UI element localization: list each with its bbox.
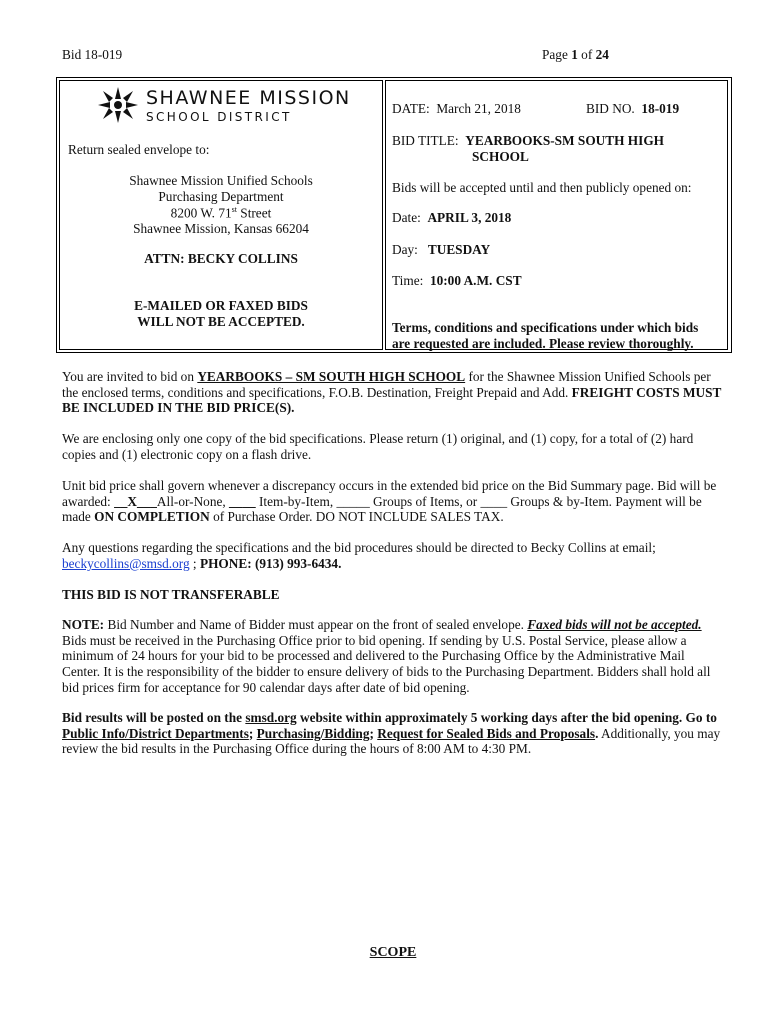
- text: Additionally, you may review the bid results in the Purchasing Office during the hours of 8:00 AM to 4:30 PM.: [62, 725, 721, 757]
- text: of Purchase Order. DO NOT INCLUDE SALES TAX.: [209, 509, 504, 525]
- issue-date: [392, 101, 521, 117]
- text: You are invited to bid on: [62, 369, 198, 384]
- return-label: Return sealed envelope to:: [68, 142, 210, 157]
- opening-day-label: Day:: [392, 242, 418, 257]
- opening-time-value: 10:00 A.M. CST: [429, 273, 522, 288]
- text: .: [595, 725, 599, 741]
- bid-title-label: BID TITLE:: [392, 133, 459, 148]
- bid-subject: YEARBOOKS – SM SOUTH HIGH SCHOOL: [197, 369, 466, 384]
- terms-notice-line-2: are requested are included. Please review thoroughly.: [392, 336, 694, 351]
- text: All-or-None,: [156, 493, 230, 509]
- issue-date-value: March 21, 2018: [436, 101, 521, 116]
- award-selection: __X___: [114, 493, 157, 509]
- opening-day: [392, 242, 490, 258]
- opening-date: [392, 210, 511, 226]
- bid-number: [586, 101, 679, 117]
- contact-paragraph: [62, 540, 722, 571]
- opening-time: [392, 273, 522, 289]
- text: website within approximately 5 working days after the bid opening. Go to: [296, 710, 717, 725]
- results-paragraph: [62, 710, 722, 757]
- note-label: NOTE:: [62, 617, 105, 632]
- copies-paragraph: We are enclosing only one copy of the bid specifications. Please return (1) original, and (1) copy, for a total of (2) hard copies and (1) electronic copy on a flash drive.: [62, 431, 694, 462]
- address-line-3: 8200 W. 71st Street: [170, 205, 272, 221]
- page-of: of: [581, 47, 593, 62]
- text: ;: [369, 725, 378, 741]
- contact-email-link[interactable]: beckycollins@smsd.org: [62, 555, 190, 571]
- no-email-notice: [60, 298, 382, 330]
- note-paragraph: [62, 617, 722, 696]
- bid-number-label: BID NO.: [586, 101, 635, 116]
- text: ;: [189, 555, 200, 571]
- site-link[interactable]: smsd.org: [245, 710, 297, 725]
- attention-line: ATTN: BECKY COLLINS: [144, 251, 298, 266]
- page-indicator: [542, 47, 609, 63]
- opening-date-value: APRIL 3, 2018: [427, 210, 512, 225]
- opening-day-value: TUESDAY: [427, 242, 491, 257]
- star-burst-icon: [96, 85, 140, 125]
- district-logo: [96, 85, 356, 125]
- no-email-notice-line-1: E-MAILED OR FAXED BIDS: [134, 298, 308, 313]
- text: for the Shawnee Mission Unified Schools per the enclosed terms, conditions and specifications, F.O.B. Destination, Freight Prepaid and Add.: [62, 369, 711, 400]
- freight-notice: FREIGHT COSTS MUST BE INCLUDED IN THE BID PRICE(S).: [62, 384, 722, 416]
- contact-phone: PHONE: (913) 993-6434.: [199, 555, 342, 571]
- acceptance-text: Bids will be accepted until and then publicly opened on:: [392, 180, 692, 195]
- scope-heading: SCOPE: [369, 945, 417, 960]
- award-blank: ____: [229, 493, 256, 509]
- text: Item-by-Item, _____ Groups of Items, or ____ Groups & by-Item. Payment will be made: [62, 493, 702, 525]
- payment-term: ON COMPLETION: [94, 509, 210, 525]
- page-prefix: Page: [542, 47, 568, 62]
- opening-date-label: Date:: [392, 210, 421, 225]
- page-total: 24: [595, 47, 609, 62]
- invitation-paragraph: [62, 369, 722, 416]
- bid-title-value: YEARBOOKS-SM SOUTH HIGH: [465, 133, 665, 148]
- nav-link-public-info[interactable]: Public Info/District Departments: [62, 725, 249, 741]
- opening-time-label: Time:: [392, 273, 424, 288]
- text: Bids must be received in the Purchasing Office prior to bid opening. If sending by U.S. Postal Service, please allow a minimum of 24 hours for your bid to be processed and delivered to the Purchasing Office by the Administrative Mail Center. It is the responsibility of the bidder to ensure delivery of bids to the Purchasing Department. Bidders shall hold all bid prices firm for acceptance for 90 calendar days after date of bid opening.: [62, 632, 711, 695]
- bid-info-box: [56, 77, 732, 353]
- address-line-1: Shawnee Mission Unified Schools: [129, 173, 313, 188]
- bid-details-panel: [385, 80, 728, 350]
- text: Bid results will be posted on the: [62, 710, 246, 725]
- nav-link-purchasing[interactable]: Purchasing/Bidding: [256, 725, 370, 741]
- return-address-panel: [59, 80, 383, 350]
- address-line-2: Purchasing Department: [158, 189, 284, 204]
- logo-name: SHAWNEE MISSION: [146, 87, 351, 109]
- nav-link-sealed-bids[interactable]: Request for Sealed Bids and Proposals: [377, 725, 596, 741]
- bid-number-value: 18-019: [641, 101, 680, 116]
- faxed-warning: Faxed bids will not be accepted.: [527, 617, 702, 632]
- logo-subtitle: SCHOOL DISTRICT: [146, 110, 292, 124]
- text: ;: [248, 725, 257, 741]
- terms-notice: [392, 320, 722, 352]
- bid-title: [392, 133, 722, 149]
- not-transferable-notice: THIS BID IS NOT TRANSFERABLE: [62, 587, 280, 602]
- no-email-notice-line-2: WILL NOT BE ACCEPTED.: [137, 314, 305, 329]
- text: Bid Number and Name of Bidder must appear on the front of sealed envelope.: [104, 617, 528, 632]
- terms-notice-line-1: Terms, conditions and specifications under which bids: [392, 320, 699, 335]
- address-line-4: Shawnee Mission, Kansas 66204: [133, 221, 309, 236]
- bid-reference: Bid 18-019: [62, 47, 123, 62]
- bid-title-value-line-2: SCHOOL: [472, 149, 529, 164]
- text: Unit bid price shall govern whenever a discrepancy occurs in the extended bid price on the Bid Summary page. Bid will be awarded:: [62, 478, 717, 509]
- award-paragraph: [62, 478, 722, 525]
- page-current: 1: [571, 47, 578, 62]
- text: Any questions regarding the specifications and the bid procedures should be directed to Becky Collins at email;: [62, 540, 656, 555]
- issue-date-label: DATE:: [392, 101, 430, 116]
